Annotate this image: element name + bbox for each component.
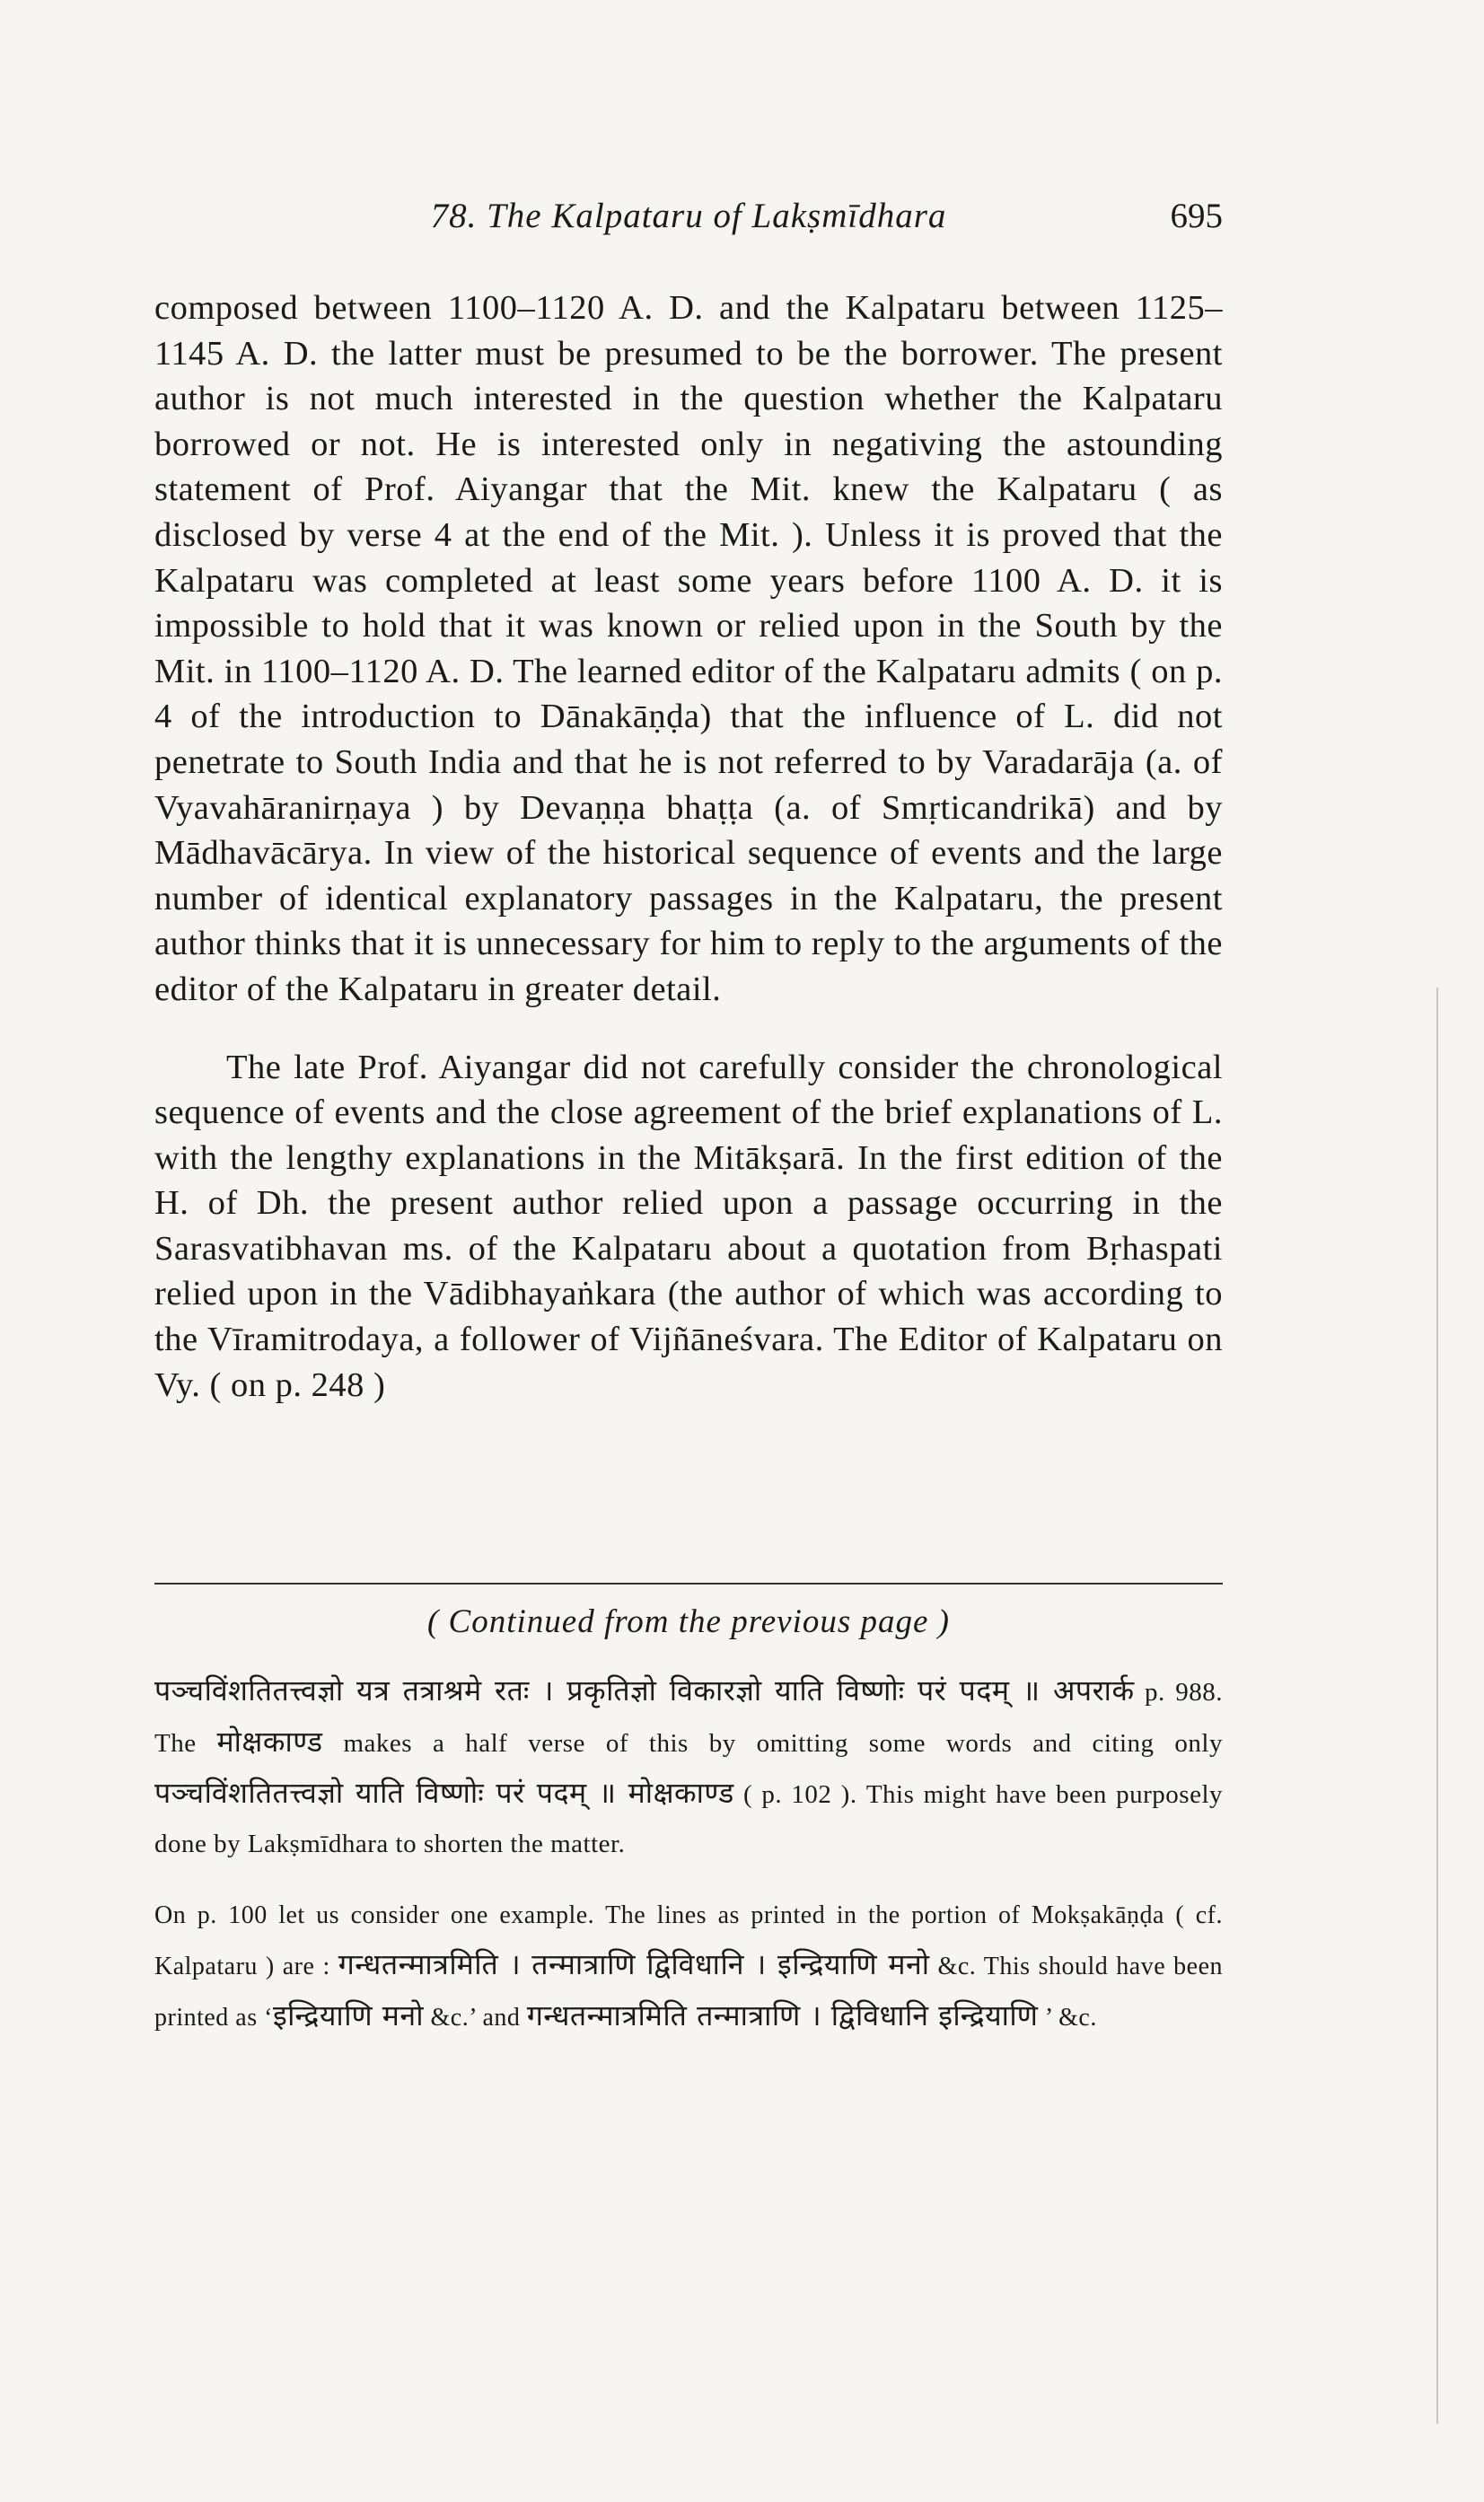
footnote-paragraph-1 xyxy=(154,1666,1223,1869)
page-header xyxy=(154,196,1223,250)
footnote-divider xyxy=(154,1583,1223,1585)
footnote-text: ’ &c. xyxy=(1038,2004,1097,2032)
footnote-text: p. 988. The xyxy=(154,1678,1223,1758)
footnote-text: makes a half verse of this by omitting some words and citing only xyxy=(322,1729,1223,1758)
page-number: 695 xyxy=(1170,197,1223,235)
paragraph-2: The late Prof. Aiyangar did not carefully consider the chronological sequence of events and the close agreement of the brief explanations of L. with the lengthy explanations in the Mitākṣarā. In the first edition of the H. of Dh. the present author relied upon a passage occurring in the Sarasvatibhavan ms. of the Kalpataru about a quotation from Bṛhaspati relied upon in the Vādibhayaṅkara (the author of which was according to the Vīramitrodaya, a follower of Vijñāneśvara. The Editor of Kalpataru on Vy. ( on p. 248 ) xyxy=(154,1048,1223,1404)
sanskrit-text: पञ्चविंशतितत्त्वज्ञो यत्र तत्राश्रमे रतः । प्रकृतिज्ञो विकारज्ञो याति विष्णोः परं पदम् ॥ अपरार्क xyxy=(154,1673,1135,1708)
footnote-text: &c.’ and xyxy=(423,2004,527,2032)
main-text xyxy=(154,285,1223,1408)
sanskrit-text: मोक्षकाण्ड xyxy=(216,1725,323,1759)
sanskrit-text: इन्द्रियाणि मनो xyxy=(272,1998,424,2032)
sanskrit-text: गन्धतन्मात्रमिति तन्मात्राणि । द्विविधानि इन्द्रियाणि xyxy=(526,1998,1039,2032)
running-title: 78. The Kalpataru of Lakṣmīdhara xyxy=(430,197,947,235)
sanskrit-text: पञ्चविंशतितत्त्वज्ञो याति विष्णोः परं पदम् ॥ मोक्षकाण्ड xyxy=(154,1776,734,1810)
footnote xyxy=(154,1591,1223,2042)
footnote-text: ( p. 102 ). This might have been purposely done by Lakṣmīdhara to shorten the matter. xyxy=(154,1780,1223,1858)
footnote-paragraph-2 xyxy=(154,1891,1223,2042)
sanskrit-text: गन्धतन्मात्रमिति । तन्मात्राणि द्विविधानि । इन्द्रियाणि मनो xyxy=(338,1947,930,1981)
scan-margin-line xyxy=(1436,988,1438,2424)
paragraph-1: composed between 1100–1120 A. D. and the Kalpataru between 1125–1145 A. D. the latter must be presumed to be the borrower. The present author is not much interested in the question whether the Kalpataru borrowed or not. He is interested only in negativing the astounding statement of Prof. Aiyangar that the Mit. knew the Kalpataru ( as disclosed by verse 4 at the end of the Mit. ). Unless it is proved that the Kalpataru was completed at least some years before 1100 A. D. it is impossible to hold that it was known or relied upon in the South by the Mit. in 1100–1120 A. D. The learned editor of the Kalpataru admits ( on p. 4 of the introduction to Dānakāṇḍa) that the influence of L. did not penetrate to South India and that he is not referred to by Varadarāja (a. of Vyavahāranirṇaya ) by Devaṇṇa bhaṭṭa (a. of Smṛticandrikā) and by Mādhavācārya. In view of the historical sequence of events and the large number of identical explanatory passages in the Kalpataru, the present author thinks that it is unnecessary for him to reply to the arguments of the editor of the Kalpataru in greater detail. xyxy=(154,289,1223,1008)
footnote-text: On p. 100 let us consider one example. The lines as printed in the portion of Mokṣakāṇḍa ( cf. Kalpataru ) are : xyxy=(154,1901,1223,1980)
footnote-heading: ( Continued from the previous page ) xyxy=(426,1603,950,1640)
footnote-text: &c. This should have been printed as ‘ xyxy=(154,1953,1224,2032)
